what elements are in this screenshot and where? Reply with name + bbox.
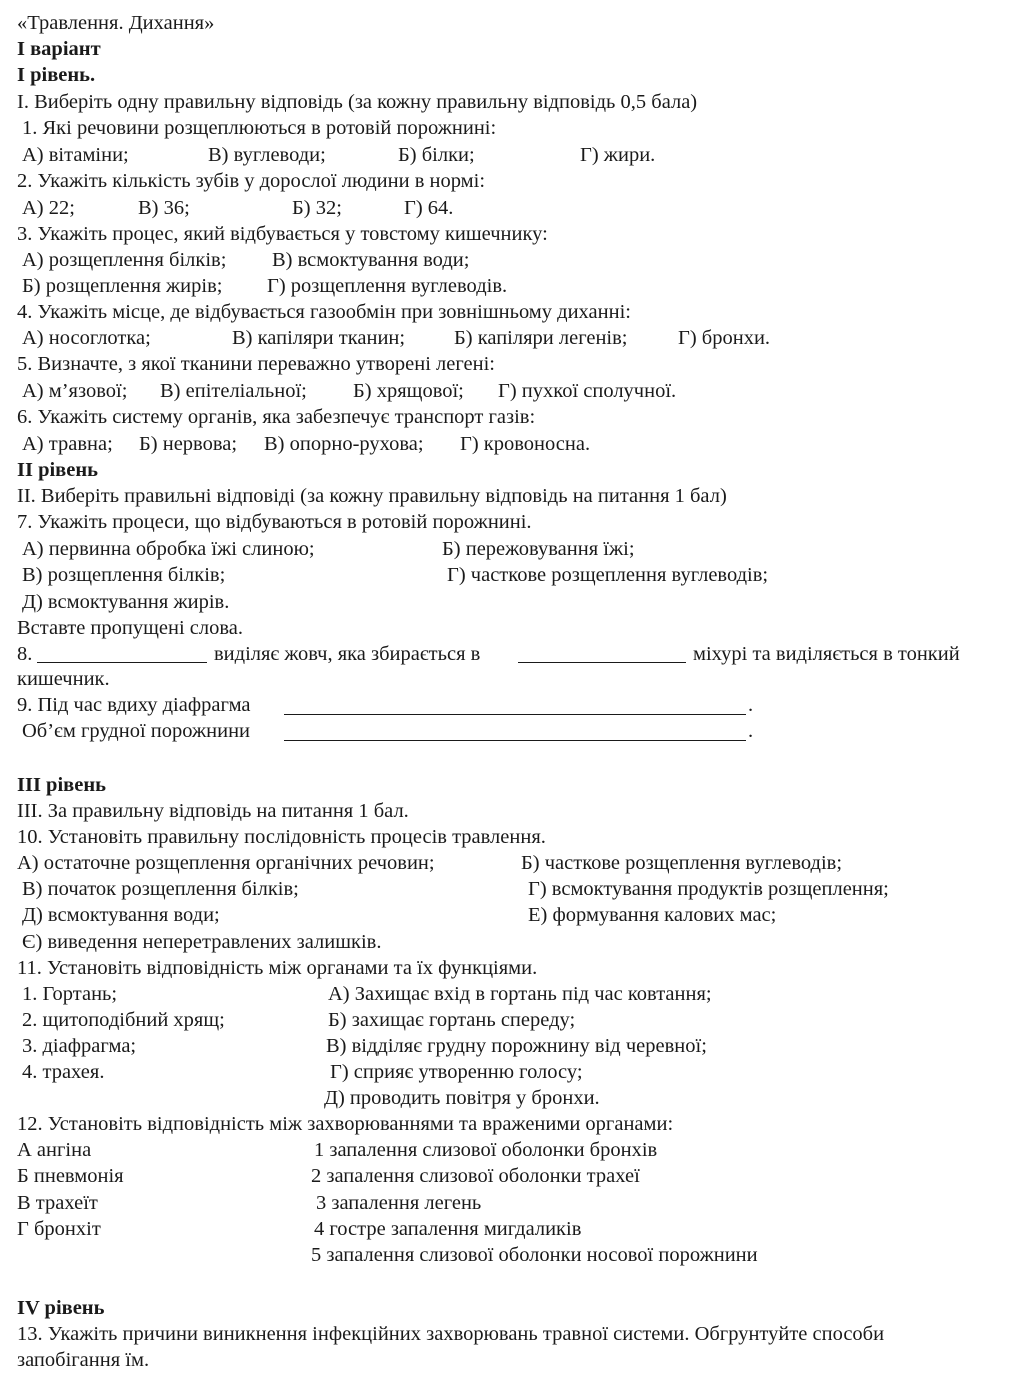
question-8-middle: виділяє жовч, яка збирається в bbox=[214, 643, 481, 665]
worksheet-title: «Травлення. Дихання» bbox=[17, 12, 215, 34]
q9-blank-1[interactable] bbox=[284, 696, 746, 715]
q5-option-g: Г) пухкої сполучної. bbox=[498, 380, 677, 402]
question-8-continuation: кишечник. bbox=[17, 668, 110, 690]
q3-option-v: В) всмоктування води; bbox=[272, 249, 470, 271]
level1-instruction: І. Виберіть одну правильну відповідь (за кожну правильну відповідь 0,5 бала) bbox=[17, 91, 698, 113]
q10-option-ye: Є) виведення неперетравлених залишків. bbox=[22, 931, 382, 953]
q3-option-a: А) розщеплення білків; bbox=[22, 249, 227, 271]
q12-organ-2: 2 запалення слизової оболонки трахеї bbox=[311, 1165, 640, 1187]
q3-option-g: Г) розщеплення вуглеводів. bbox=[267, 275, 508, 297]
q1-option-b: Б) білки; bbox=[398, 144, 475, 166]
q9-dot-1: . bbox=[748, 694, 754, 716]
q11-organ-3: 3. діафрагма; bbox=[22, 1035, 137, 1057]
question-7: 7. Укажіть процеси, що відбуваються в ротовій порожнині. bbox=[17, 511, 532, 533]
variant-heading: І варіант bbox=[17, 38, 101, 60]
question-1: 1. Які речовини розщеплюються в ротовій порожнині: bbox=[22, 117, 497, 139]
q5-option-a: А) м’язової; bbox=[22, 380, 128, 402]
question-11: 11. Установіть відповідність між органами та їх функціями. bbox=[17, 957, 538, 979]
level2-instruction: ІІ. Виберіть правильні відповіді (за кожну правильну відповідь на питання 1 бал) bbox=[17, 485, 727, 507]
q12-disease-a: А ангіна bbox=[17, 1139, 92, 1161]
q6-option-a: А) травна; bbox=[22, 433, 113, 455]
q9-blank-2[interactable] bbox=[284, 722, 746, 741]
q5-option-v: В) епітеліальної; bbox=[160, 380, 307, 402]
q12-disease-v: В трахеїт bbox=[17, 1192, 98, 1214]
q2-option-b: Б) 32; bbox=[292, 197, 342, 219]
question-8-end: міхурі та виділяється в тонкий bbox=[693, 643, 960, 665]
question-10: 10. Установіть правильну послідовність процесів травлення. bbox=[17, 826, 546, 848]
q11-function-a: А) Захищає вхід в гортань під час ковтання; bbox=[328, 983, 712, 1005]
q6-option-b: Б) нервова; bbox=[139, 433, 238, 455]
q12-organ-1: 1 запалення слизової оболонки бронхів bbox=[314, 1139, 658, 1161]
q7-option-g: Г) часткове розщеплення вуглеводів; bbox=[447, 564, 769, 586]
question-9-line1: 9. Під час вдиху діафрагма bbox=[17, 694, 251, 716]
q9-dot-2: . bbox=[748, 720, 754, 742]
q3-option-b: Б) розщеплення жирів; bbox=[22, 275, 223, 297]
question-13-line1: 13. Укажіть причини виникнення інфекційних захворювань травної системи. Обгрунтуйте способи bbox=[17, 1323, 885, 1345]
q6-option-g: Г) кровоносна. bbox=[460, 433, 591, 455]
q1-option-a: А) вітаміни; bbox=[22, 144, 129, 166]
q7-option-b: Б) пережовування їжі; bbox=[442, 538, 635, 560]
question-8-number: 8. bbox=[17, 643, 33, 665]
fill-in-heading: Вставте пропущені слова. bbox=[17, 617, 244, 639]
q11-function-g: Г) сприяє утворенню голосу; bbox=[330, 1061, 583, 1083]
q7-option-a: А) первинна обробка їжі слиною; bbox=[22, 538, 315, 560]
question-4: 4. Укажіть місце, де відбувається газообмін при зовнішньому диханні: bbox=[17, 301, 631, 323]
level3-heading: ІІІ рівень bbox=[17, 774, 106, 796]
q5-option-b: Б) хрящової; bbox=[353, 380, 464, 402]
question-5: 5. Визначте, з якої тканини переважно утворені легені: bbox=[17, 353, 495, 375]
level4-heading: ІV рівень bbox=[17, 1297, 105, 1319]
q1-option-g: Г) жири. bbox=[580, 144, 656, 166]
q12-organ-4: 4 гостре запалення мигдаликів bbox=[314, 1218, 582, 1240]
q2-option-v: В) 36; bbox=[138, 197, 190, 219]
q12-disease-b: Б пневмонія bbox=[17, 1165, 124, 1187]
q4-option-b: Б) капіляри легенів; bbox=[454, 327, 628, 349]
q1-option-v: В) вуглеводи; bbox=[208, 144, 326, 166]
question-6: 6. Укажіть систему органів, яка забезпечує транспорт газів: bbox=[17, 406, 536, 428]
question-12: 12. Установіть відповідність між захворюваннями та враженими органами: bbox=[17, 1113, 674, 1135]
q10-option-e: Е) формування калових мас; bbox=[528, 904, 777, 926]
q10-option-g: Г) всмоктування продуктів розщеплення; bbox=[528, 878, 889, 900]
q11-function-d: Д) проводить повітря у бронхи. bbox=[324, 1087, 600, 1109]
q11-organ-2: 2. щитоподібний хрящ; bbox=[22, 1009, 225, 1031]
q12-disease-g: Г бронхіт bbox=[17, 1218, 101, 1240]
q4-option-v: В) капіляри тканин; bbox=[232, 327, 406, 349]
q11-organ-4: 4. трахея. bbox=[22, 1061, 105, 1083]
q10-option-d: Д) всмоктування води; bbox=[22, 904, 220, 926]
q6-option-v: В) опорно-рухова; bbox=[264, 433, 424, 455]
level2-heading: ІІ рівень bbox=[17, 459, 98, 481]
q10-option-b: Б) часткове розщеплення вуглеводів; bbox=[521, 852, 843, 874]
q12-organ-3: 3 запалення легень bbox=[316, 1192, 482, 1214]
q12-organ-5: 5 запалення слизової оболонки носової порожнини bbox=[311, 1244, 758, 1266]
question-9-line2: Об’єм грудної порожнини bbox=[22, 720, 251, 742]
q11-organ-1: 1. Гортань; bbox=[22, 983, 118, 1005]
q8-blank-1[interactable] bbox=[37, 644, 207, 663]
question-2: 2. Укажіть кількість зубів у дорослої людини в нормі: bbox=[17, 170, 486, 192]
q7-option-v: В) розщеплення білків; bbox=[22, 564, 226, 586]
q2-option-a: А) 22; bbox=[22, 197, 75, 219]
q2-option-g: Г) 64. bbox=[404, 197, 454, 219]
q7-option-d: Д) всмоктування жирів. bbox=[22, 591, 230, 613]
level1-heading: І рівень. bbox=[17, 64, 96, 86]
question-3: 3. Укажіть процес, який відбувається у товстому кишечнику: bbox=[17, 223, 548, 245]
q4-option-a: А) носоглотка; bbox=[22, 327, 151, 349]
q4-option-g: Г) бронхи. bbox=[678, 327, 771, 349]
q8-blank-2[interactable] bbox=[518, 644, 686, 663]
q10-option-a: А) остаточне розщеплення органічних речовин; bbox=[17, 852, 435, 874]
q10-option-v: В) початок розщеплення білків; bbox=[22, 878, 299, 900]
q11-function-b: Б) захищає гортань спереду; bbox=[328, 1009, 576, 1031]
question-13-line2: запобігання їм. bbox=[17, 1349, 150, 1371]
q11-function-v: В) відділяє грудну порожнину від черевної; bbox=[326, 1035, 707, 1057]
level3-instruction: ІІІ. За правильну відповідь на питання 1 бал. bbox=[17, 800, 409, 822]
